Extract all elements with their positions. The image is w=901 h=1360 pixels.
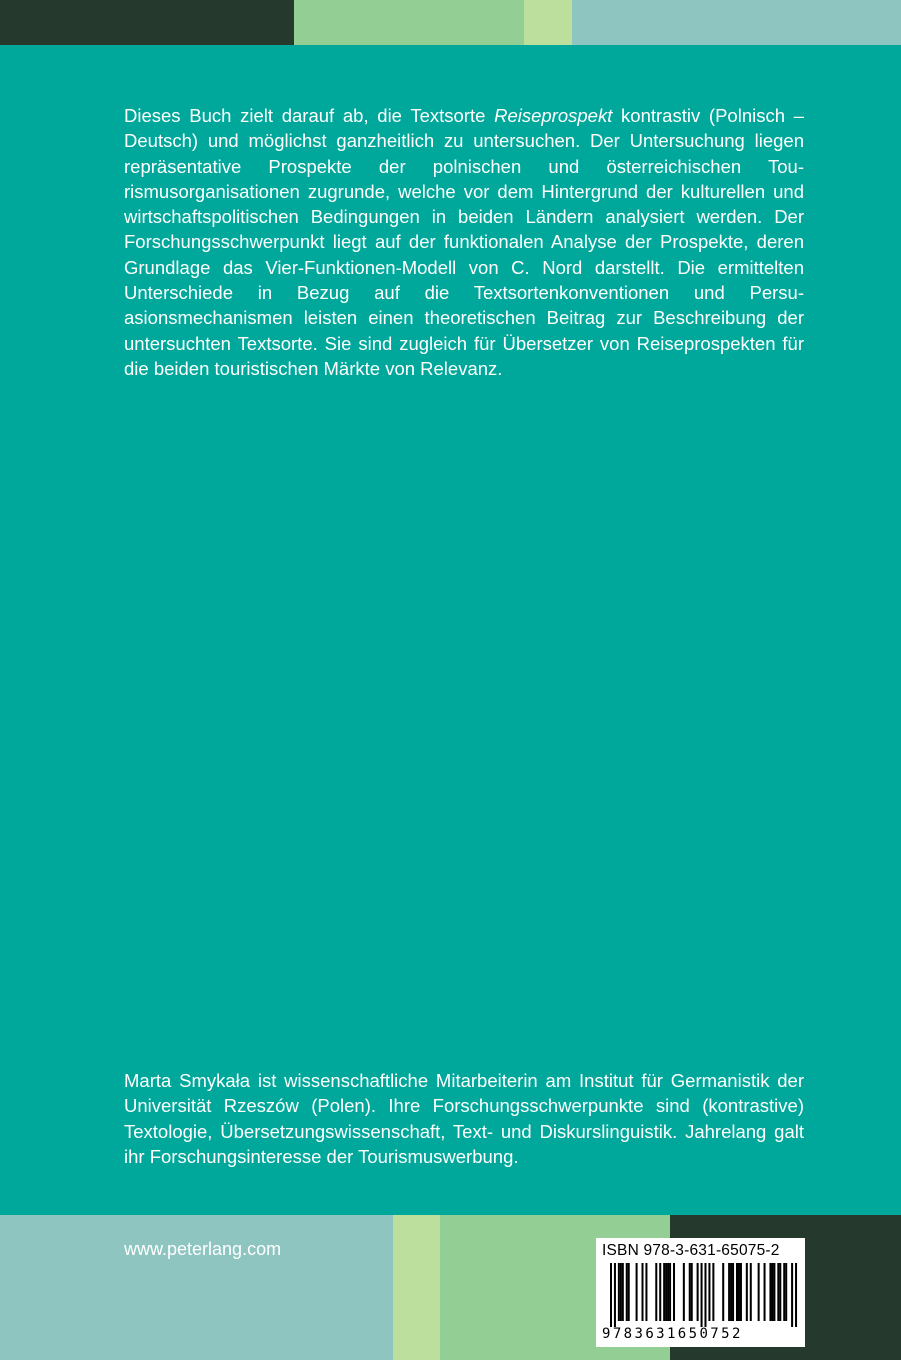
barcode-bar — [641, 1263, 643, 1321]
barcode-bar — [712, 1263, 714, 1321]
barcode-bar — [795, 1263, 797, 1327]
barcode-bar — [746, 1263, 748, 1321]
top-stripe-light-teal — [572, 0, 901, 45]
barcode-bar — [626, 1263, 628, 1321]
publisher-website[interactable]: www.peterlang.com — [124, 1239, 282, 1259]
barcode-bar — [728, 1263, 730, 1321]
barcode-bar — [689, 1263, 691, 1321]
barcode-bar — [730, 1263, 732, 1321]
top-color-bar — [0, 0, 901, 45]
barcode-bar — [708, 1263, 710, 1321]
bottom-stripe-light-teal — [0, 1215, 393, 1360]
barcode-bar — [758, 1263, 760, 1321]
top-stripe-pale-green — [524, 0, 572, 45]
barcode-bar — [622, 1263, 624, 1321]
barcode-bar — [704, 1263, 706, 1327]
barcode-bar — [791, 1263, 793, 1327]
barcode-bar — [740, 1263, 742, 1321]
barcode-bar — [636, 1263, 638, 1321]
top-stripe-dark — [0, 0, 294, 45]
barcode-bar — [659, 1263, 661, 1321]
barcode-bar — [691, 1263, 693, 1321]
barcode-bar — [665, 1263, 667, 1321]
barcode-bar — [779, 1263, 781, 1321]
barcode-bar — [764, 1263, 766, 1321]
isbn-label: ISBN 978-3-631-65075-2 — [602, 1242, 780, 1259]
barcode-bar — [722, 1263, 724, 1321]
blurb-intro: Dieses Buch zielt darauf ab, die Textsorte — [124, 105, 495, 126]
barcode-bar — [618, 1263, 620, 1321]
barcode-bar — [663, 1263, 665, 1321]
barcode-bar — [669, 1263, 671, 1321]
barcode-bar — [701, 1263, 703, 1327]
barcode-bar — [773, 1263, 775, 1321]
author-bio: Marta Smykała ist wissenschaftliche Mitarbeiterin am Institut für Germanistik der Universität Rzeszów (Polen). Ihre Forschungsschwerpunkte sind (kontrastive) Textologie, Übersetzungswissenschaft, Text- und Diskurslinguistik. Jahrelang galt ihr Forschungsinteresse der Tourismuswerbung. — [124, 1070, 804, 1167]
barcode-bar — [777, 1263, 779, 1321]
barcode-bar — [620, 1263, 622, 1321]
blurb-body: kontrastiv (Polnisch – Deutsch) und möglichst ganzheitlich zu untersuchen. Der Untersuchung liegen repräsentative Prospekte der polnischen und österreichischen Tourismusorganisationen zugrunde, welche vor dem Hintergrund der kulturellen und wirtschaftspolitischen Bedingungen in beiden Ländern analysiert werden. Der Forschungsschwerpunkt liegt auf der funktionalen Analyse der Prospekte, deren Grundlage das Vier-Funktionen-Modell von C. Nord darstellt. Die ermittelten Unterschiede in Bezug auf die Textsortenkonventionen und Persuasionsmechanismen leisten einen theoretischen Beitrag zur Beschreibung der untersuchten Textsorte. Sie sind zugleich für Übersetzer von Reiseprospekten für die beiden touristischen Märkte von Relevanz. — [124, 105, 804, 379]
barcode-bar — [683, 1263, 685, 1321]
barcode-bar — [769, 1263, 771, 1321]
barcode-bar — [736, 1263, 738, 1321]
bottom-stripe-pale-green — [393, 1215, 440, 1360]
barcode-bar — [783, 1263, 785, 1321]
top-stripe-light-green — [294, 0, 524, 45]
barcode-bar — [667, 1263, 669, 1321]
barcode-bar — [771, 1263, 773, 1321]
barcode-bar — [732, 1263, 734, 1321]
ean-digits: 9783631650752 — [602, 1326, 743, 1342]
isbn-barcode-box — [596, 1238, 805, 1347]
book-description — [124, 103, 804, 381]
barcode-bar — [628, 1263, 630, 1321]
barcode-bar — [750, 1263, 752, 1321]
blurb-title-italic: Reiseprospekt — [494, 105, 613, 126]
barcode-bar — [614, 1263, 616, 1327]
barcode-bar — [738, 1263, 740, 1321]
barcode-bar — [697, 1263, 699, 1321]
barcode-bar — [673, 1263, 675, 1321]
barcode-bar — [785, 1263, 787, 1321]
barcode-bar — [645, 1263, 647, 1321]
barcode-bar — [610, 1263, 612, 1327]
barcode-graphic — [602, 1263, 799, 1327]
barcode-bar — [655, 1263, 657, 1321]
